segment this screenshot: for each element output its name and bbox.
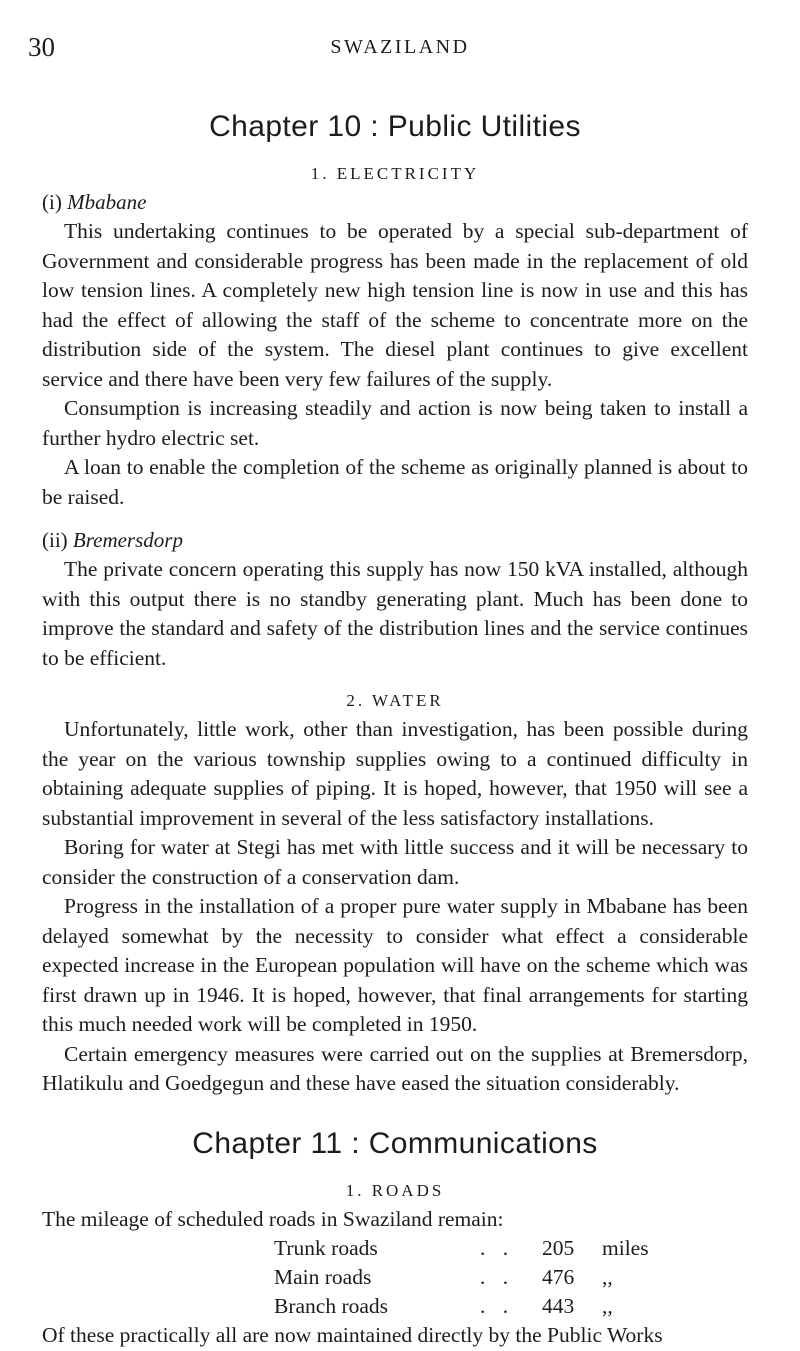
road-unit: ,, [602,1294,613,1318]
road-mileage: 443 [542,1294,575,1318]
bremersdorp-number: (ii) [42,528,68,552]
table-row [274,1234,649,1263]
mbabane-paragraph-3: A loan to enable the completion of the scheme as originally planned is about to be raised. [42,455,748,509]
road-type: Branch roads [274,1294,389,1318]
water-paragraph-1: Unfortunately, little work, other than investigation, has been possible during the year on the various township supplies owing to a continued difficulty in obtaining adequate supplies of piping. It is hoped, however, that 1950 will see a substantial improvement in several of the less satisfactory installations. [42,717,748,830]
running-title: SWAZILAND [330,36,470,58]
roads-heading: 1. ROADS [345,1180,445,1200]
road-mileage: 476 [542,1265,575,1289]
leader-dots: . . [479,1236,515,1260]
roads-intro: The mileage of scheduled roads in Swaziland remain: [42,1206,504,1231]
mbabane-paragraph-1: This undertaking continues to be operated by a special sub-department of Government and considerable progress has been made in the replacement of old low tension lines. A completely new high tension line is now in use and this has had the effect of allowing the staff of the scheme to concentrate more on the distribution side of the system. The diesel plant continues to give excellent service and there have been very few failures of the supply. [42,219,748,391]
water-heading: 2. WATER [346,691,444,710]
bremersdorp-name: Bremersdorp [72,528,183,552]
bremersdorp-paragraph-1: The private concern operating this supply has now 150 kVA installed, although with this output there is no standby generating plant. Much has been done to improve the standard and safety of the distribution lines and the service continues to be efficient. [42,557,748,670]
page-content [42,110,748,1351]
mbabane-name: Mbabane [67,190,147,214]
leader-dots: . . [479,1294,515,1318]
chapter-11-title: Chapter 11 : Communications [192,1126,598,1160]
mbabane-subheading [42,188,748,217]
road-mileage: 205 [542,1236,575,1260]
water-paragraph-3: Progress in the installation of a proper pure water supply in Mbabane has been delayed somewhat by the necessity to consider what effect a considerable expected increase in the European population will have on the scheme which was first drawn up in 1946. It is hoped, however, that final arrangements for starting this much needed work will be completed in 1950. [42,894,748,1036]
road-unit: ,, [602,1265,613,1289]
running-head [0,28,800,72]
roads-closing: Of these practically all are now maintained directly by the Public Works [42,1323,663,1347]
bremersdorp-subheading [42,526,748,555]
table-row [274,1292,649,1321]
water-paragraph-2: Boring for water at Stegi has met with little success and it will be necessary to consider the construction of a conservation dam. [42,835,748,889]
page-number: 30 [28,32,55,62]
electricity-heading: 1. ELECTRICITY [310,164,480,183]
chapter-10-title: Chapter 10 : Public Utilities [209,110,581,143]
road-type: Main roads [274,1265,372,1289]
table-row [274,1263,649,1292]
road-unit: miles [602,1236,649,1260]
water-paragraph-4: Certain emergency measures were carried out on the supplies at Bremersdorp, Hlatikulu and Goedgegun and these have eased the situation considerably. [42,1041,748,1095]
road-type: Trunk roads [274,1236,378,1260]
leader-dots: . . [479,1265,515,1289]
roads-mileage-table [274,1234,649,1321]
mbabane-number: (i) [42,190,62,214]
mbabane-paragraph-2: Consumption is increasing steadily and action is now being taken to install a further hydro electric set. [42,396,748,450]
